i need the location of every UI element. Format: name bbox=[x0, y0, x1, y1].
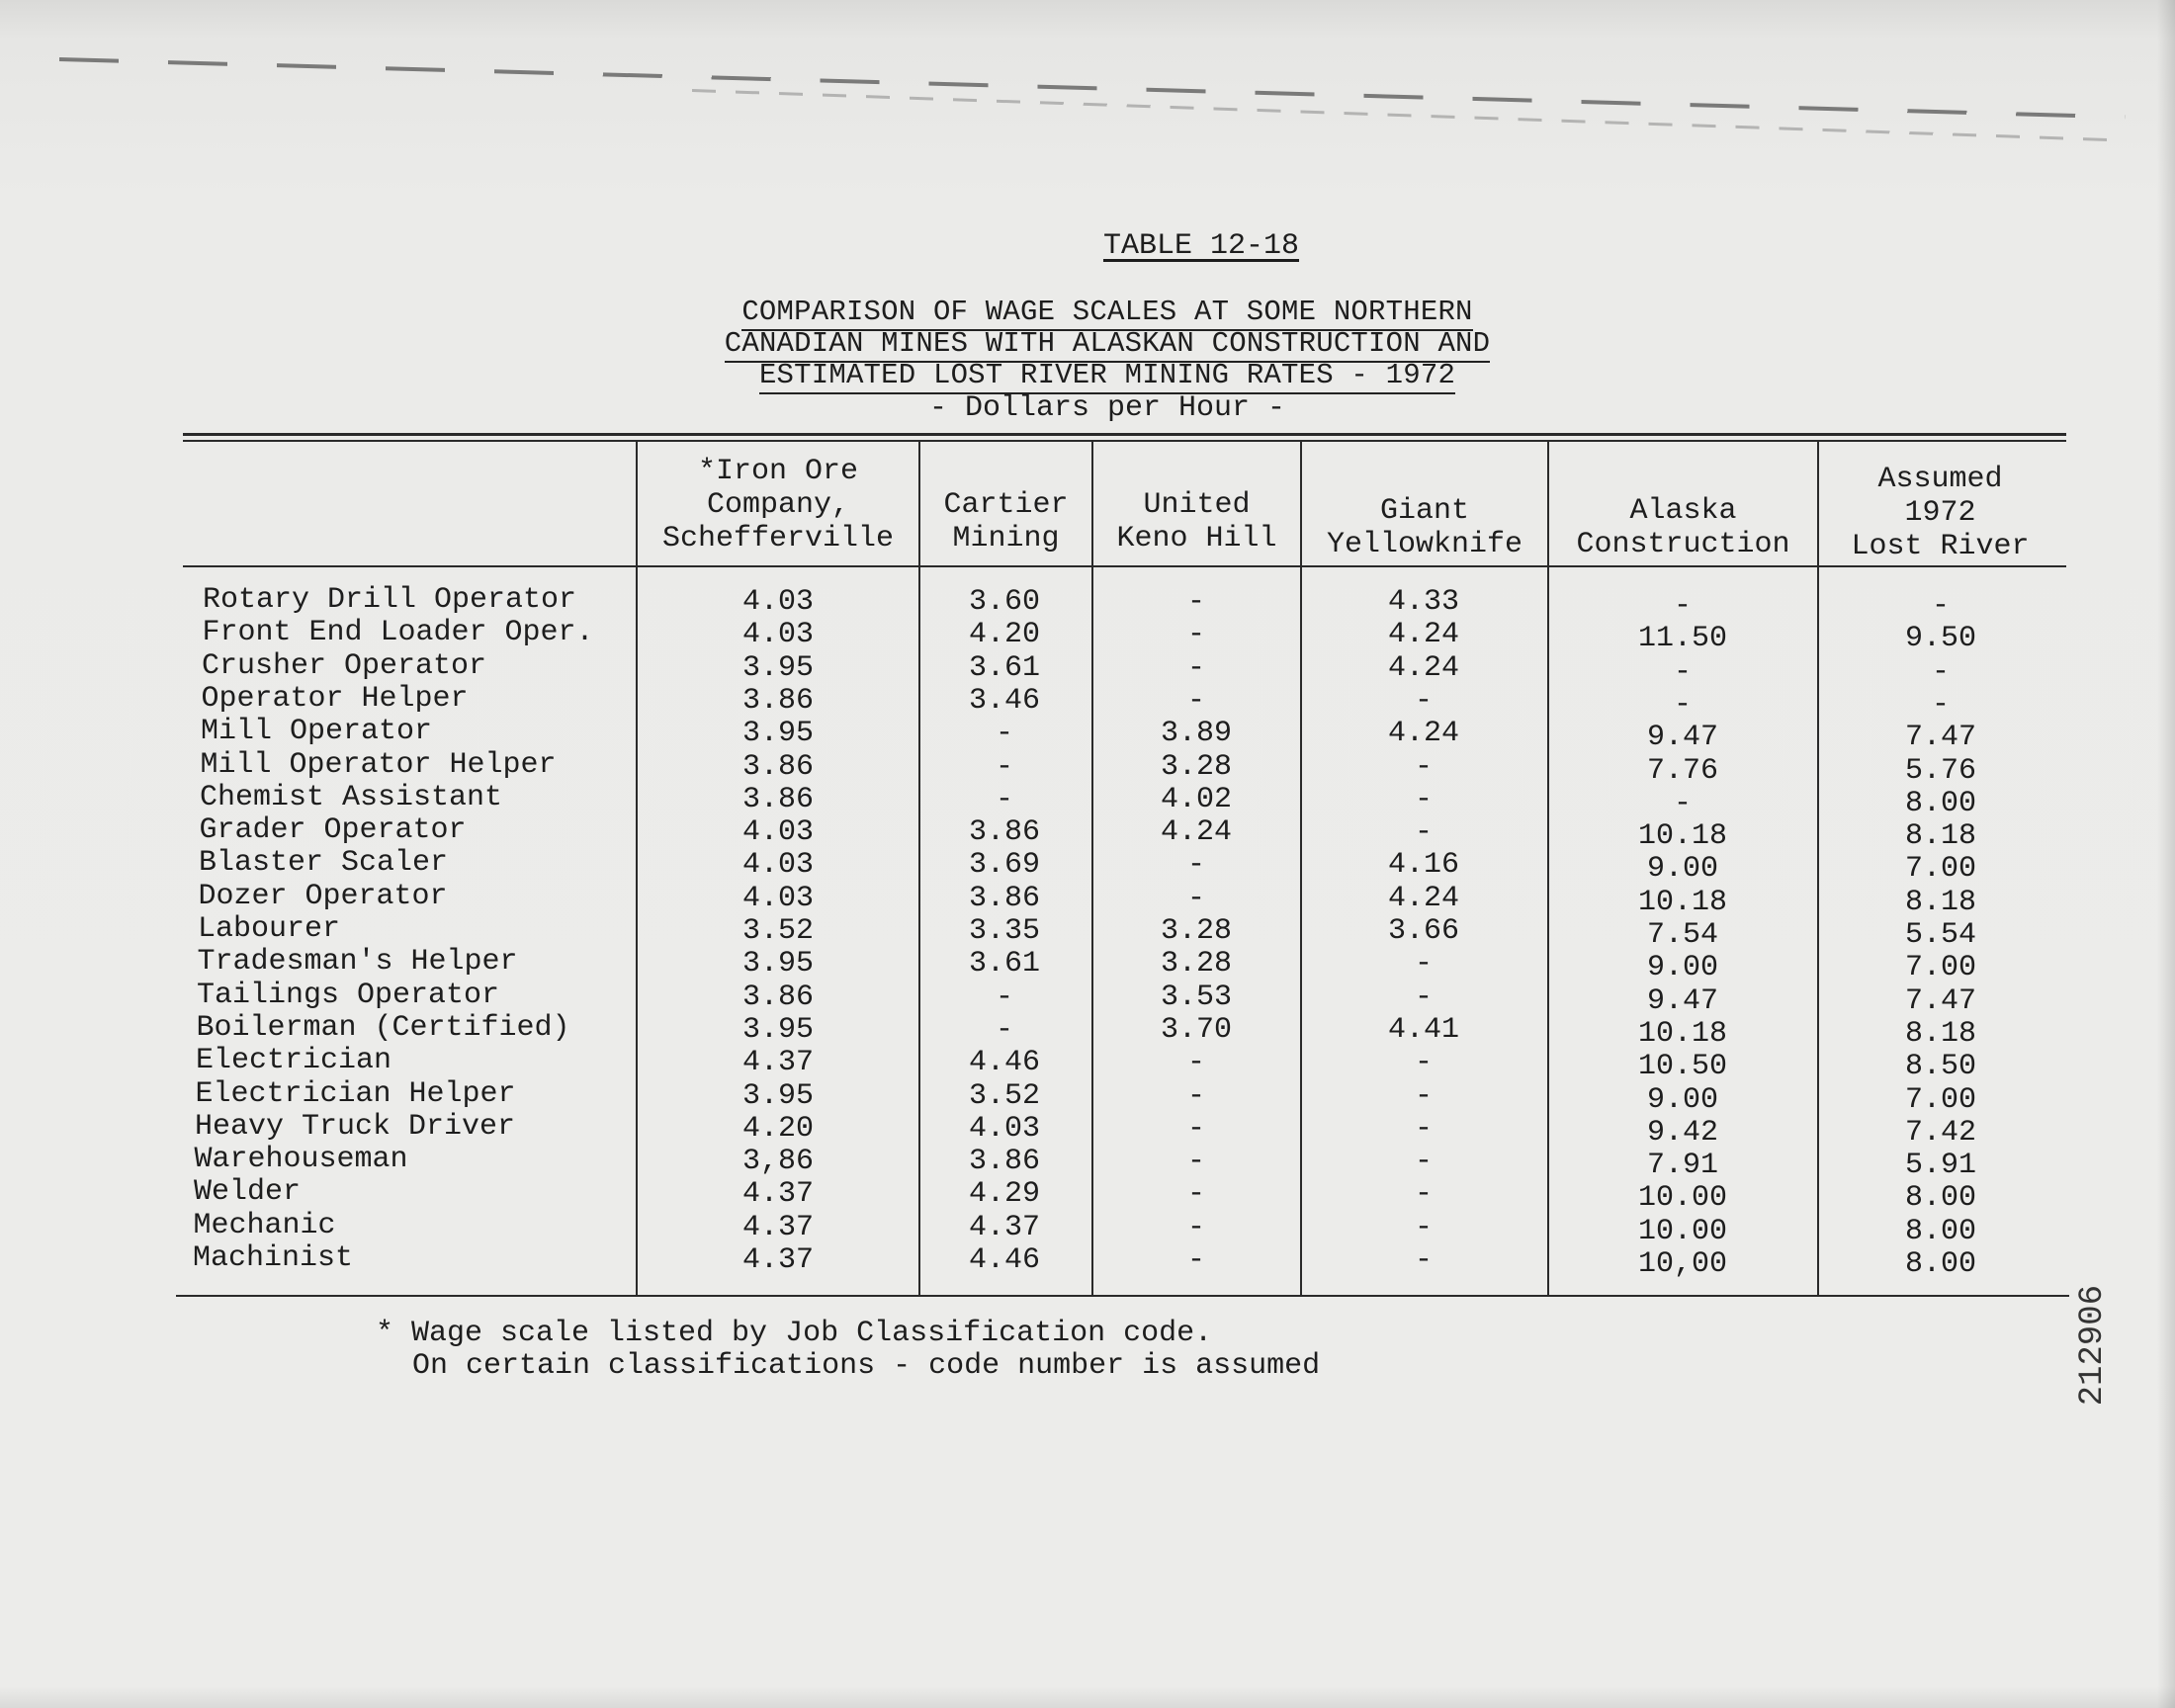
table-cell: - bbox=[1186, 618, 1205, 652]
table-cell: 4.46 bbox=[968, 1243, 1040, 1277]
table-cell: - bbox=[1186, 848, 1205, 883]
table-cell: 4.16 bbox=[1387, 848, 1459, 883]
table-cell: 3.35 bbox=[968, 914, 1040, 948]
row-label: Electrician bbox=[196, 1044, 392, 1078]
table-cell: 3.95 bbox=[741, 947, 814, 982]
column-divider bbox=[1547, 441, 1549, 1296]
column-header-iron-ore: *Iron Ore Company, Schefferville bbox=[661, 455, 895, 555]
table-cell: 3.28 bbox=[1160, 914, 1232, 948]
table-cell: - bbox=[1414, 947, 1433, 982]
table-cell: 9.00 bbox=[1646, 951, 1718, 985]
table-cell: 8.18 bbox=[1904, 819, 1976, 854]
table-cell: 3.52 bbox=[741, 914, 814, 948]
table-cell: 4.03 bbox=[741, 881, 814, 915]
table-cell: 4.03 bbox=[741, 585, 814, 619]
margin-page-number: 212906 bbox=[2074, 1285, 2112, 1407]
table-cell: 3.86 bbox=[968, 1145, 1040, 1179]
table-cell: 3.86 bbox=[741, 980, 814, 1014]
table-cell: 9.50 bbox=[1904, 622, 1976, 656]
table-cell: 8.00 bbox=[1904, 1247, 1976, 1281]
table-cell: 7.91 bbox=[1646, 1149, 1718, 1183]
table-cell: 9.00 bbox=[1646, 1082, 1718, 1117]
column-header-lost-river: Assumed 1972 Lost River bbox=[1851, 463, 2030, 563]
table-cell: - bbox=[1673, 589, 1692, 623]
table-cell: - bbox=[995, 782, 1013, 816]
table-cell: 7.00 bbox=[1904, 951, 1976, 985]
table-cell: 8.50 bbox=[1904, 1050, 1976, 1084]
table-cell: 10.18 bbox=[1637, 885, 1727, 919]
table-cell: 3.89 bbox=[1160, 717, 1232, 751]
table-cell: 3.86 bbox=[968, 881, 1040, 915]
table-cell: 8.00 bbox=[1904, 1181, 1976, 1216]
table-cell: 4.20 bbox=[741, 1111, 814, 1146]
table-cell: 3.95 bbox=[741, 650, 814, 685]
row-label: Crusher Operator bbox=[202, 648, 487, 683]
table-cell: 3,86 bbox=[741, 1145, 814, 1179]
table-cell: - bbox=[1186, 683, 1205, 718]
table-cell: 7.47 bbox=[1904, 983, 1976, 1018]
table-cell: - bbox=[1186, 1046, 1205, 1080]
table-cell: 7.00 bbox=[1904, 1082, 1976, 1117]
table-cell: 10.00 bbox=[1637, 1181, 1727, 1216]
table-cell: 7.47 bbox=[1904, 721, 1976, 755]
table-subtitle: - Dollars per Hour - bbox=[928, 391, 1286, 425]
column-header-alaska: Alaska Construction bbox=[1576, 494, 1790, 561]
table-cell: - bbox=[1414, 1111, 1433, 1146]
table-cell: 8.18 bbox=[1904, 1016, 1976, 1051]
table-cell: - bbox=[1186, 1177, 1205, 1212]
table-cell: 3.95 bbox=[741, 717, 814, 751]
table-cell: 3.86 bbox=[968, 815, 1040, 850]
row-label: Grader Operator bbox=[199, 813, 467, 848]
header-bottom-rule bbox=[183, 565, 2066, 567]
row-label: Operator Helper bbox=[201, 681, 469, 716]
table-cell: - bbox=[1414, 1078, 1433, 1113]
row-label: Rotary Drill Operator bbox=[203, 583, 577, 617]
table-cell: 4.03 bbox=[741, 618, 814, 652]
table-cell: 5.91 bbox=[1904, 1149, 1976, 1183]
table-cell: - bbox=[995, 749, 1013, 784]
table-cell: - bbox=[1186, 1078, 1205, 1113]
table-cell: - bbox=[1414, 815, 1433, 850]
table-cell: 8.00 bbox=[1904, 786, 1976, 820]
table-cell: 9.47 bbox=[1646, 721, 1718, 755]
row-label: Blaster Scaler bbox=[199, 846, 449, 881]
table-cell: - bbox=[1931, 654, 1950, 689]
table-cell: - bbox=[1414, 1046, 1433, 1080]
table-cell: 7.76 bbox=[1646, 753, 1718, 788]
row-label: Labourer bbox=[198, 912, 341, 946]
table-cell: 10.18 bbox=[1637, 1016, 1727, 1051]
table-cell: 4.37 bbox=[741, 1210, 814, 1244]
table-cell: 4.03 bbox=[968, 1111, 1040, 1146]
table-cell: - bbox=[1414, 782, 1433, 816]
table-cell: 4.37 bbox=[968, 1210, 1040, 1244]
table-cell: 8.18 bbox=[1904, 885, 1976, 919]
table-cell: - bbox=[1414, 683, 1433, 718]
table-cell: 5.76 bbox=[1904, 753, 1976, 788]
table-cell: 3.28 bbox=[1160, 749, 1232, 784]
table-cell: 4.41 bbox=[1387, 1012, 1459, 1047]
table-top-rule-2 bbox=[183, 440, 2066, 442]
table-cell: 4.20 bbox=[968, 618, 1040, 652]
table-number: TABLE 12-18 bbox=[1102, 229, 1300, 263]
row-label: Mechanic bbox=[193, 1208, 336, 1242]
table-cell: - bbox=[1414, 1210, 1433, 1244]
table-cell: 3.86 bbox=[741, 683, 814, 718]
table-cell: 4.29 bbox=[968, 1177, 1040, 1212]
row-label: Electrician Helper bbox=[195, 1076, 516, 1111]
row-label: Warehouseman bbox=[194, 1143, 408, 1177]
table-cell: 4.46 bbox=[968, 1046, 1040, 1080]
column-divider bbox=[1300, 441, 1302, 1296]
table-cell: - bbox=[1414, 980, 1433, 1014]
page-bottom-shadow bbox=[0, 1686, 2175, 1708]
table-cell: 4.37 bbox=[741, 1177, 814, 1212]
table-cell: 4.24 bbox=[1387, 650, 1459, 685]
table-cell: 3.95 bbox=[741, 1078, 814, 1113]
table-cell: 9.00 bbox=[1646, 852, 1718, 887]
title-line-2: CANADIAN MINES WITH ALASKAN CONSTRUCTION AND bbox=[20, 327, 2175, 363]
title-line-3: ESTIMATED LOST RIVER MINING RATES - 1972 bbox=[20, 359, 2175, 394]
table-cell: - bbox=[995, 1012, 1013, 1047]
row-label: Welder bbox=[194, 1175, 302, 1210]
footnote-line-2: On certain classifications - code number is assumed bbox=[412, 1349, 1321, 1383]
table-cell: 4.24 bbox=[1387, 717, 1459, 751]
row-label: Front End Loader Oper. bbox=[202, 616, 594, 650]
footnote-line-1: * Wage scale listed by Job Classification code. bbox=[376, 1317, 1213, 1350]
table-cell: - bbox=[1414, 749, 1433, 784]
column-header-cartier: Cartier Mining bbox=[943, 488, 1069, 555]
table-cell: 3.66 bbox=[1387, 914, 1459, 948]
table-cell: 3.52 bbox=[968, 1078, 1040, 1113]
table-top-rule bbox=[183, 433, 2066, 436]
table-cell: - bbox=[1673, 786, 1692, 820]
table-cell: 4.37 bbox=[741, 1243, 814, 1277]
column-divider bbox=[1817, 441, 1819, 1296]
table-cell: 4.33 bbox=[1387, 585, 1459, 619]
table-cell: - bbox=[1186, 1111, 1205, 1146]
table-cell: 3.53 bbox=[1160, 980, 1232, 1014]
table-cell: 5.54 bbox=[1904, 918, 1976, 952]
table-cell: - bbox=[1414, 1145, 1433, 1179]
row-label: Machinist bbox=[193, 1241, 354, 1275]
table-cell: 8.00 bbox=[1904, 1214, 1976, 1248]
table-cell: - bbox=[1186, 881, 1205, 915]
table-cell: 3.60 bbox=[968, 585, 1040, 619]
table-cell: 4.24 bbox=[1387, 881, 1459, 915]
table-cell: - bbox=[1673, 687, 1692, 722]
table-cell: - bbox=[1186, 1210, 1205, 1244]
table-cell: - bbox=[1186, 585, 1205, 619]
table-cell: 4.37 bbox=[741, 1046, 814, 1080]
column-header-keno-hill: United Keno Hill bbox=[1116, 488, 1277, 555]
table-cell: 3.61 bbox=[968, 650, 1040, 685]
table-cell: 4.24 bbox=[1387, 618, 1459, 652]
table-cell: - bbox=[995, 980, 1013, 1014]
table-bottom-rule bbox=[176, 1295, 2069, 1297]
row-label: Boilerman (Certified) bbox=[196, 1010, 570, 1045]
column-header-yellowknife: Giant Yellowknife bbox=[1326, 494, 1523, 561]
table-cell: 4.03 bbox=[741, 815, 814, 850]
table-cell: 7.00 bbox=[1904, 852, 1976, 887]
table-cell: 3.86 bbox=[741, 749, 814, 784]
table-cell: - bbox=[995, 717, 1013, 751]
table-cell: 3.28 bbox=[1160, 947, 1232, 982]
table-cell: 9.47 bbox=[1646, 983, 1718, 1018]
table-cell: - bbox=[1414, 1243, 1433, 1277]
table-cell: 3.46 bbox=[968, 683, 1040, 718]
table-cell: - bbox=[1931, 589, 1950, 623]
row-label: Tradesman's Helper bbox=[197, 945, 518, 980]
table-cell: 10.18 bbox=[1637, 819, 1727, 854]
row-label: Tailings Operator bbox=[197, 978, 500, 1012]
table-cell: - bbox=[1186, 1145, 1205, 1179]
table-cell: 10.00 bbox=[1637, 1214, 1727, 1248]
table-cell: 3.69 bbox=[968, 848, 1040, 883]
table-cell: 4.02 bbox=[1160, 782, 1232, 816]
row-label: Heavy Truck Driver bbox=[195, 1109, 516, 1144]
table-cell: 4.24 bbox=[1160, 815, 1232, 850]
table-cell: 4.03 bbox=[741, 848, 814, 883]
row-label: Dozer Operator bbox=[198, 879, 448, 913]
title-line-1: COMPARISON OF WAGE SCALES AT SOME NORTHERN bbox=[20, 296, 2175, 331]
table-cell: 3.61 bbox=[968, 947, 1040, 982]
table-cell: 3.70 bbox=[1160, 1012, 1232, 1047]
table-cell: 3.95 bbox=[741, 1012, 814, 1047]
table-cell: 7.54 bbox=[1646, 918, 1718, 952]
column-divider bbox=[636, 441, 638, 1296]
table-cell: 11.50 bbox=[1637, 622, 1727, 656]
table-cell: - bbox=[1673, 654, 1692, 689]
table-cell: 10,00 bbox=[1637, 1247, 1727, 1281]
row-label: Chemist Assistant bbox=[200, 780, 503, 814]
table-cell: 9.42 bbox=[1646, 1115, 1718, 1150]
table-cell: - bbox=[1414, 1177, 1433, 1212]
table-cell: 10.50 bbox=[1637, 1050, 1727, 1084]
row-label: Mill Operator Helper bbox=[200, 747, 557, 782]
row-label: Mill Operator bbox=[201, 715, 433, 749]
table-cell: 3.86 bbox=[741, 782, 814, 816]
table-cell: 7.42 bbox=[1904, 1115, 1976, 1150]
table-cell: - bbox=[1186, 650, 1205, 685]
table-cell: - bbox=[1186, 1243, 1205, 1277]
table-cell: - bbox=[1931, 687, 1950, 722]
